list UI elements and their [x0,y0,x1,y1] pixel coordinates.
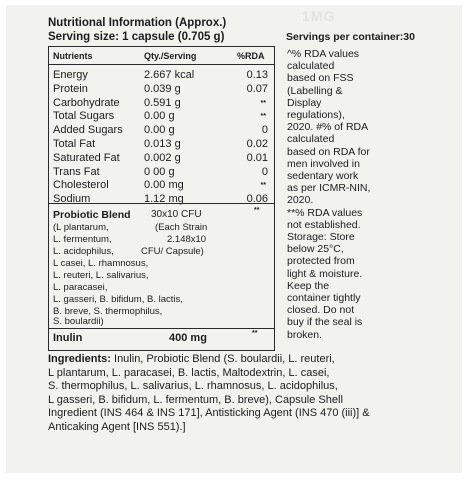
ingredients-line: S. thermophilus, L. salivarius, L. rhamnosus, L. acidophilus, [48,380,338,393]
strain-line: B. breve, S. thermophilus, [53,306,163,317]
nutrient-rda: 0.06 [246,193,268,206]
note-line: (Labelling & [287,84,343,97]
nutrient-rda: 0.01 [246,151,268,164]
inulin-rda: ** [252,330,258,337]
inulin-qty: 400 mg [169,332,207,344]
ingredients-line: L gasseri, B. bifidum, L. fermentum, B. breve), Capsule Shell [48,393,343,406]
table-row [49,83,274,97]
nutrient-name: Added Sugars [53,124,123,137]
nutrient-qty: 0.591 g [144,96,181,109]
col-nutrients: Nutrients [53,51,93,61]
note-line: buy if the seal is [287,316,363,329]
ingredients-line: L plantarum, L. paracasei, B. lactis, Maltodextrin, L. casei, [48,366,330,379]
strain-line: (L plantarum, [53,222,109,233]
note-line: closed. Do not [287,304,355,317]
nutrient-name: Total Fat [53,137,96,150]
nutrient-name: Cholesterol [53,179,109,192]
nutrient-rda: ** [260,182,266,190]
table-row [49,138,274,152]
ingredients-line [48,353,448,367]
probiotic-name: Probiotic Blend [53,209,131,221]
note-line: Display [287,96,322,109]
strain-line: L. gasseri, B. bifidum, B. lactis, [53,294,183,305]
ingredients-line: Ingredient (INS 464 & INS 171], Antisticking Agent (INS 470 (iii)] & [48,407,370,420]
watermark: 1MG [302,8,336,24]
strain-line: L. paracasei, [53,282,108,293]
strain-line: S. boulardii) [53,316,104,327]
nutrient-qty: 1.12 mg [144,193,184,206]
nutrient-qty: 0.013 g [144,137,181,150]
nutrient-rda: 0.02 [246,137,268,150]
nutrient-qty: 2.667 kcal [144,69,195,81]
nutrient-qty: 0.002 g [144,151,181,164]
ingredients-line: Anticaking Agent [INS 551).] [48,420,186,433]
nutrient-name: Energy [53,69,88,81]
note-line: 2020. #% of RDA [287,121,369,134]
nutrient-rda: 0 [261,165,268,178]
note-line: 2020. [287,194,314,207]
strain-line: L. acidophilus, [53,246,114,257]
table-row [49,97,274,111]
strain-count-line: CFU/ Capsule) [141,246,204,257]
nutrient-rows [49,69,274,207]
nutrient-name: Total Sugars [53,110,115,123]
table-row [49,110,274,124]
note-line: not established. [287,218,361,231]
note-line: container tightly [287,292,361,305]
nutrient-name: Carbohydrate [53,96,120,109]
strain-count-line: (Each Strain [155,222,208,233]
nutrient-name: Protein [53,82,88,95]
nutrient-name: Saturated Fat [53,151,120,164]
note-line: calculated [287,60,335,73]
divider [49,328,274,329]
servings-per-container: Servings per container:30 [286,31,415,43]
table-header [49,47,274,65]
nutrient-rda: ** [260,113,266,121]
note-line: below 25°C, [287,243,344,256]
nutrient-rda: 0.13 [246,69,268,81]
col-qty: Qty./Serving [144,51,197,61]
strain-count-line: 2.148x10 [167,234,207,245]
strain-line: L. reuteri, L. salivarius, [53,270,149,281]
note-line: Keep the [287,279,330,292]
probiotic-rda: ** [254,207,260,214]
nutrient-rda: 0 [261,124,268,137]
nutrient-qty: 0.039 g [144,82,181,95]
note-line: protected from [287,255,355,268]
note-line: calculated [287,133,335,146]
note-line: as per ICMR-NIN, [287,182,371,195]
note-line: men involved in [287,157,360,170]
note-line: light & moisture. [287,267,363,280]
note-line: based on FSS [287,72,354,85]
strain-line: L. fermentum, [53,234,112,245]
nutrient-qty: 0 00 g [144,165,175,178]
table-row [49,124,274,138]
nutrition-table [48,46,275,351]
strain-line: L casei, L. rhamnosus, [53,258,149,269]
divider [49,203,274,204]
serving-size: Serving size: 1 capsule (0.705 g) [48,31,225,43]
probiotic-cfu: 30x10 CFU [151,209,202,220]
note-line: broken. [287,328,323,341]
table-row [49,69,274,83]
note-line: Storage: Store [287,231,355,244]
nutrient-qty: 0.00 g [144,110,175,123]
ingredients-label: Ingredients: [48,353,111,365]
col-rda: %RDA [237,51,265,61]
nutrient-qty: 0.00 g [144,124,175,137]
nutrient-rda: ** [260,99,266,107]
note-line: sedentary work [287,170,359,183]
table-row [49,193,274,207]
nutrient-rda: 0.07 [246,82,268,95]
note-line: based on RDA for [287,145,370,158]
table-row [49,152,274,166]
table-row [49,179,274,193]
nutrient-name: Trans Fat [53,165,100,178]
panel-title: Nutritional Information (Approx.) [48,17,227,29]
label-card [6,5,462,473]
inulin-name: Inulin [53,332,83,344]
table-row [49,166,274,180]
nutrient-qty: 0.00 mg [144,179,184,192]
ingredients-section [48,353,448,435]
nutrient-name: Sodium [53,193,91,206]
rda-storage-note [287,48,457,341]
note-line: ^% RDA values [287,48,360,60]
note-line: **% RDA values [287,206,363,219]
note-line: regulations), [287,109,345,122]
ingredients-text: Inulin, Probiotic Blend (S. boulardii, L. reuteri, [110,353,335,365]
